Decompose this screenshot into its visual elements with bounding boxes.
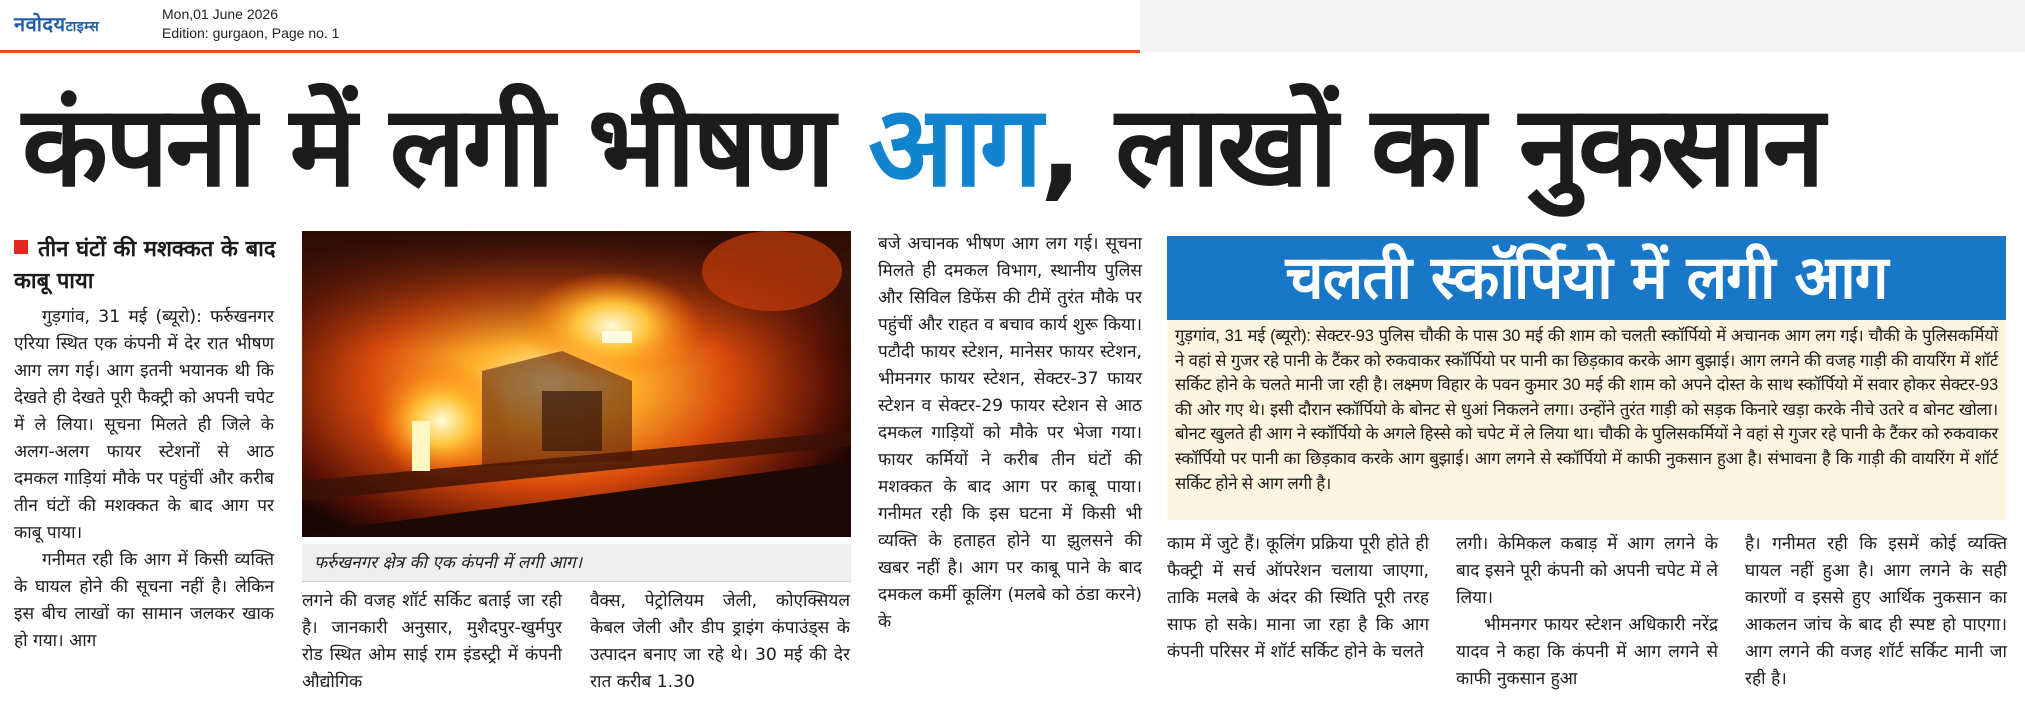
column-1-paragraph-2: गनीमत रही कि आग में किसी व्यक्ति के घायल होने की सूचना नहीं है। लेकिन इस बीच लाखों का सामान जलकर खाक हो गया। आग: [14, 550, 274, 651]
story-column-7: [1745, 531, 2007, 693]
story-column-3: [590, 588, 850, 696]
red-square-bullet-icon: [14, 240, 28, 254]
fire-image-graphic: [302, 231, 851, 537]
column-1-paragraph-1: गुड़गांव, 31 मई (ब्यूरो): फर्रुखनगर एरिया स्थित एक कंपनी में देर रात भीषण आग लग गई। आग इतनी भयानक थी कि देखते ही देखते पूरी फैक्ट्री को अपनी चपेट में ले लिया। सूचना मिलते ही जिले के अलग-अलग फायर स्टेशनों से आठ दमकल गाड़ियां मौके पर पहुंचीं और करीब तीन घंटों की मशक्कत के बाद आग पर काबू पाया।: [14, 307, 274, 543]
story-column-1: [14, 304, 274, 655]
column-2-text: लगने की वजह शॉर्ट सर्किट बताई जा रही है। जानकारी अनुसार, मुशैदपुर-खुर्मपुर रोड स्थित ओम साई राम इंडस्ट्री में कंपनी औद्योगिक: [302, 591, 562, 692]
secondary-headline: चलती स्कॉर्पियो में लगी आग: [1167, 236, 2006, 320]
newspaper-logo[interactable]: [14, 10, 99, 37]
masthead-rule: [0, 50, 1140, 53]
masthead-bar: [0, 0, 2025, 52]
story-column-5: [1167, 531, 1429, 666]
story-subhead: [14, 234, 284, 298]
story-column-4: [878, 231, 1142, 636]
column-6-paragraph-1: लगी। केमिकल कबाड़ में आग लगने के बाद इसने पूरी कंपनी को अपनी चपेट में ले लिया।: [1456, 534, 1718, 608]
fire-photo[interactable]: [302, 231, 851, 537]
photo-caption: फर्रुखनगर क्षेत्र की एक कंपनी में लगी आग।: [302, 544, 851, 582]
logo-main: नवोदय: [14, 12, 66, 36]
headline-part2: , लाखों का नुकसान: [1039, 82, 1822, 212]
column-6-paragraph-2: भीमनगर फायर स्टेशन अधिकारी नरेंद्र यादव ने कहा कि कंपनी में आग लगने से काफी नुकसान हुआ: [1456, 615, 1718, 689]
column-5-text: काम में जुटे हैं। कूलिंग प्रक्रिया पूरी होते ही फैक्ट्री में सर्च ऑपरेशन चलाया जाएगा, ताकि मलबे के अंदर की स्थिति पूरी तरह साफ हो सके। माना जा रहा है कि आग कंपनी परिसर में शॉर्ट सर्किट होने के चलते: [1167, 534, 1429, 662]
column-7-text: है। गनीमत रही कि इसमें कोई व्यक्ति घायल नहीं हुआ है। आग लगने के सही कारणों व इससे हुए आर्थिक नुकसान का आकलन जांच के बाद ही स्पष्ट हो पाएगा। आग लगने की वजह शॉर्ट सर्किट मानी जा रही है।: [1745, 534, 2007, 689]
headline-part1: कंपनी में लगी भीषण: [22, 82, 869, 212]
masthead-right-panel: [1140, 0, 2025, 52]
secondary-story-box: [1167, 320, 2006, 520]
logo-sub: टाइम्स: [65, 19, 100, 35]
edition-date: Mon,01 June 2026: [162, 6, 278, 22]
column-3-text: वैक्स, पेट्रोलियम जेली, कोएक्सियल केबल जेली और डीप ड्राइंग कंपाउंड्स के उत्पादन बनाए जा रहे थे। 30 मई की देर रात करीब 1.30: [590, 591, 850, 692]
story-column-6: [1456, 531, 1718, 693]
column-4-text: बजे अचानक भीषण आग लग गई। सूचना मिलते ही दमकल विभाग, स्थानीय पुलिस और सिविल डिफेंस की टीमें तुरंत मौके पर पहुंचीं और राहत व बचाव कार्य शुरू किया। पटौदी फायर स्टेशन, मानेसर फायर स्टेशन, भीमनगर फायर स्टेशन, सेक्टर-37 फायर स्टेशन व सेक्टर-29 फायर स्टेशन से आठ दमकल गाड़ियों को मौके पर भेजा गया। फायर कर्मियों ने करीब तीन घंटों की मशक्कत के बाद आग पर काबू पाया। गनीमत रही कि इस घटना में किसी भी व्यक्ति के हताहत होने या झुलसने की खबर नहीं है। आग पर काबू पाने के बाद दमकल कर्मी कूलिंग (मलबे को ठंडा करने) के: [878, 234, 1142, 632]
secondary-story-body: गुड़गांव, 31 मई (ब्यूरो): सेक्टर-93 पुलिस चौकी के पास 30 मई की शाम को चलती स्कॉर्पियो में अचानक आग लग गई। चौकी के पुलिसकर्मियों ने वहां से गुजर रहे पानी के टैंकर को रुकवाकर स्कॉर्पियो पर पानी का छिड़काव करके आग बुझाई। आग लगने की वजह गाड़ी की वायरिंग में शॉर्ट सर्किट होने के चलते मानी जा रही है। लक्ष्मण विहार के पवन कुमार 30 मई की शाम को अपने दोस्त के साथ स्कॉर्पियो में सवार होकर सेक्टर-93 की ओर गए थे। इसी दौरान स्कॉर्पियो के बोनट से धुआं निकलने लगा। उन्होंने तुरंत गाड़ी को सड़क किनारे खड़ा करके नीचे उतरे व बोनट खोला। बोनट खुलते ही आग ने स्कॉर्पियो के अगले हिस्से को चपेट में ले लिया था। चौकी के पुलिसकर्मियों ने वहां से गुजर रहे पानी के टैंकर को रुकवाकर स्कॉर्पियो पर पानी का छिड़काव करके आग बुझाई। आग लगने से स्कॉर्पियो में काफी नुकसान हुआ है। संभावना है कि गाड़ी की वायरिंग में शॉर्ट सर्किट होने से आग लगी है।: [1175, 326, 1998, 493]
subhead-text: तीन घंटों की मशक्कत के बाद काबू पाया: [14, 237, 276, 294]
edition-name: Edition: gurgaon, Page no. 1: [162, 25, 340, 41]
headline-highlight: आग: [868, 82, 1040, 212]
edition-info: [162, 5, 339, 43]
story-column-2: [302, 588, 562, 696]
main-headline: [22, 82, 2012, 212]
